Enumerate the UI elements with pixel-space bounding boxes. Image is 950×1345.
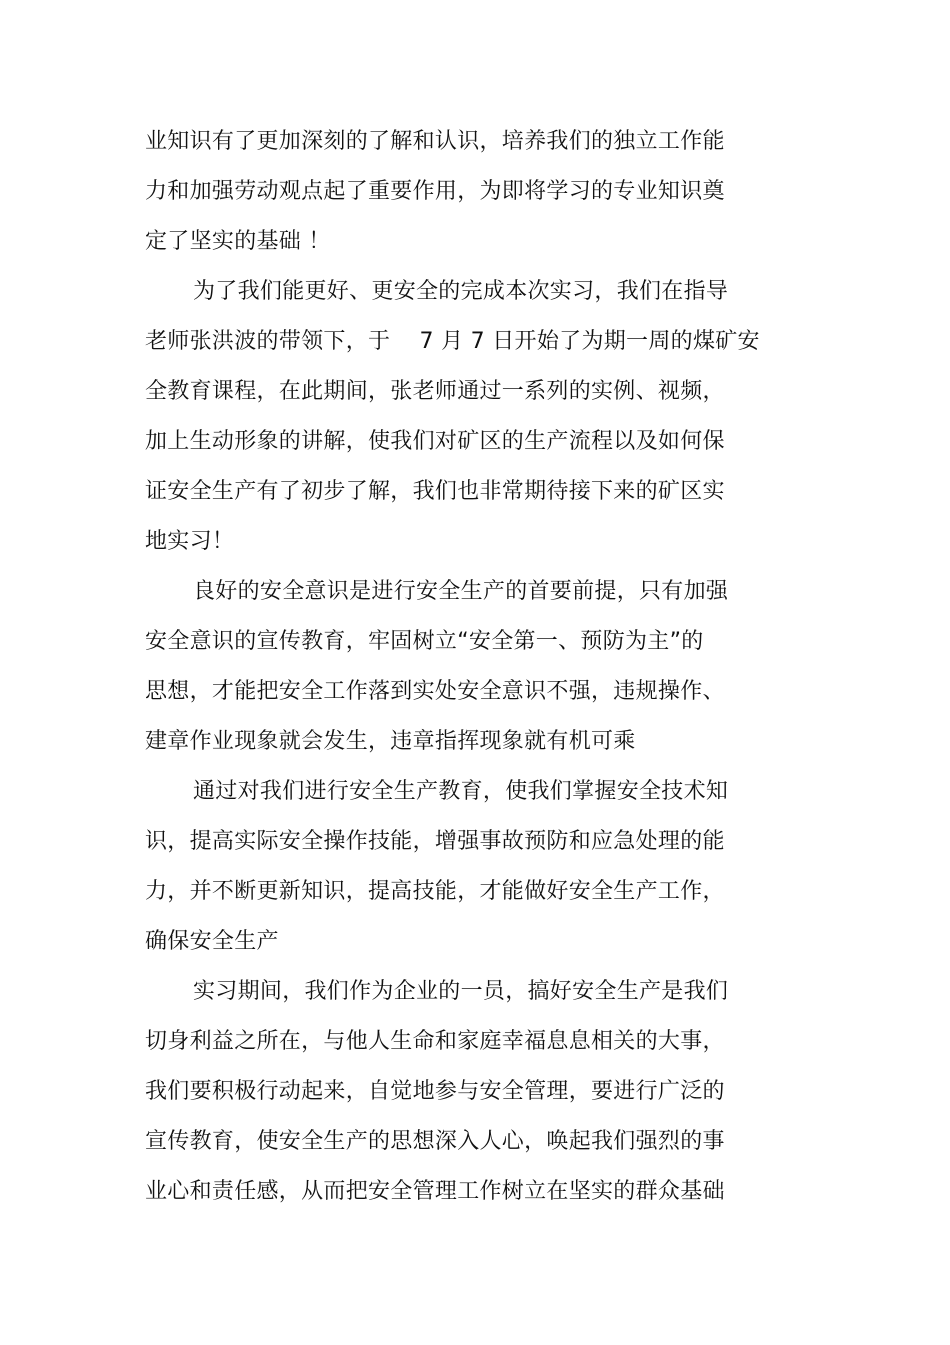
text-line: 定了坚实的基础 ！ bbox=[145, 229, 331, 254]
paragraph-start-line: 通过对我们进行安全生产教育，使我们掌握安全技术知 bbox=[193, 779, 729, 804]
text-line: 证安全生产有了初步了解，我们也非常期待接下来的矿区实 bbox=[145, 479, 725, 504]
text-line: 宣传教育，使安全生产的思想深入人心，唤起我们强烈的事 bbox=[145, 1129, 725, 1154]
text-line: 建章作业现象就会发生，违章指挥现象就有机可乘 bbox=[145, 729, 636, 754]
text-line: 加上生动形象的讲解，使我们对矿区的生产流程以及如何保 bbox=[145, 429, 725, 454]
text-line: 业知识有了更加深刻的了解和认识，培养我们的独立工作能 bbox=[145, 129, 725, 154]
text-line: 我们要积极行动起来，自觉地参与安全管理，要进行广泛的 bbox=[145, 1079, 725, 1104]
text-line: 力和加强劳动观点起了重要作用，为即将学习的专业知识奠 bbox=[145, 179, 725, 204]
text-line: 识，提高实际安全操作技能，增强事故预防和应急处理的能 bbox=[145, 829, 725, 854]
text-line: 地实习！ bbox=[145, 529, 235, 554]
paragraph-start-line: 实习期间，我们作为企业的一员，搞好安全生产是我们 bbox=[193, 979, 729, 1004]
text-line: 思想，才能把安全工作落到实处安全意识不强，违规操作、 bbox=[145, 679, 725, 704]
text-line: 全教育课程，在此期间，张老师通过一系列的实例、视频， bbox=[145, 379, 725, 404]
paragraph-start-line: 良好的安全意识是进行安全生产的首要前提，只有加强 bbox=[193, 579, 729, 604]
text-line: 老师张洪波的带领下，于 7 月 7 日开始了为期一周的煤矿安 bbox=[145, 329, 760, 354]
paragraph-start-line: 为了我们能更好、更安全的完成本次实习，我们在指导 bbox=[193, 279, 729, 304]
text-line: 确保安全生产 bbox=[145, 929, 279, 954]
text-line: 业心和责任感，从而把安全管理工作树立在坚实的群众基础 bbox=[145, 1179, 725, 1204]
text-line: 切身利益之所在，与他人生命和家庭幸福息息相关的大事， bbox=[145, 1029, 725, 1054]
text-line: 力，并不断更新知识，提高技能，才能做好安全生产工作， bbox=[145, 879, 725, 904]
text-line: 安全意识的宣传教育，牢固树立“安全第一、预防为主”的 bbox=[145, 629, 704, 654]
